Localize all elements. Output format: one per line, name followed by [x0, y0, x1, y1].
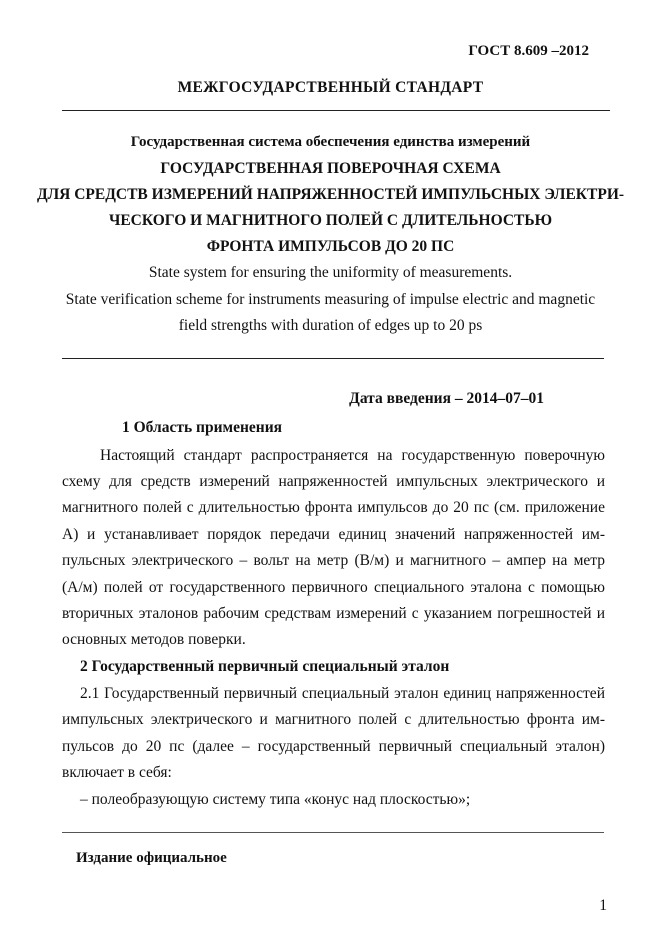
- section-1-line-7: вторичных эталонов рабочим средствам измерений с указанием погрешностей и: [62, 605, 605, 622]
- standard-type: МЕЖГОСУДАРСТВЕННЫЙ СТАНДАРТ: [177, 79, 484, 96]
- title-en-line-1: State system for ensuring the uniformity of measurements.: [148, 264, 513, 281]
- section-2-line-5: – полеобразующую систему типа «конус над плоскостью»;: [80, 791, 471, 808]
- top-divider: [62, 110, 610, 111]
- section-2-line-1: 2.1 Государственный первичный специальный эталон единиц напряженностей: [80, 685, 605, 702]
- effective-date: Дата введения – 2014–07–01: [349, 390, 544, 407]
- section-2-line-3: пульсов до 20 пс (далее – государственный первичный специальный эталон): [62, 738, 605, 755]
- section-2-line-2: импульсных электрического и магнитного полей с длительностью фронта им-: [62, 711, 605, 728]
- title-line-2: ДЛЯ СРЕДСТВ ИЗМЕРЕНИЙ НАПРЯЖЕННОСТЕЙ ИМПУЛЬСНЫХ ЭЛЕКТРИ-: [36, 186, 625, 203]
- page-number: 1: [599, 897, 607, 914]
- section-1-line-5: пульсных электрического – вольт на метр (В/м) и магнитного – ампер на метр: [62, 552, 605, 569]
- title-line-3: ЧЕСКОГО И МАГНИТНОГО ПОЛЕЙ С ДЛИТЕЛЬНОСТЬЮ: [108, 212, 553, 229]
- title-system: Государственная система обеспечения единства измерений: [130, 134, 531, 150]
- footer-divider: [62, 832, 604, 833]
- section-2-heading: 2 Государственный первичный специальный эталон: [80, 658, 450, 675]
- title-en-line-2: State verification scheme for instruments measuring of impulse electric and magnetic: [65, 291, 596, 308]
- section-1-heading: 1 Область применения: [122, 419, 283, 436]
- section-1-line-1: Настоящий стандарт распространяется на государственную поверочную: [100, 447, 605, 464]
- title-line-1: ГОСУДАРСТВЕННАЯ ПОВЕРОЧНАЯ СХЕМА: [160, 160, 501, 177]
- title-divider: [62, 358, 604, 359]
- section-1-line-4: А) и устанавливает порядок передачи единиц значений напряженностей им-: [62, 526, 605, 543]
- section-1-line-8: основных методов поверки.: [62, 631, 246, 648]
- edition-label: Издание официальное: [76, 850, 227, 866]
- document-designation: ГОСТ 8.609 –2012: [468, 43, 589, 59]
- section-1-line-6: (А/м) полей от государственного первичного специального эталона с помощью: [62, 579, 605, 596]
- section-1-line-3: магнитного полей с длительностью фронта импульсов до 20 пс (см. приложение: [62, 499, 605, 516]
- section-1-line-2: схему для средств измерений напряженностей импульсных электрического и: [62, 473, 605, 490]
- title-line-4: ФРОНТА ИМПУЛЬСОВ ДО 20 ПС: [206, 238, 455, 255]
- section-2-line-4: включает в себя:: [62, 764, 172, 781]
- title-en-line-3: field strengths with duration of edges up to 20 ps: [178, 317, 483, 334]
